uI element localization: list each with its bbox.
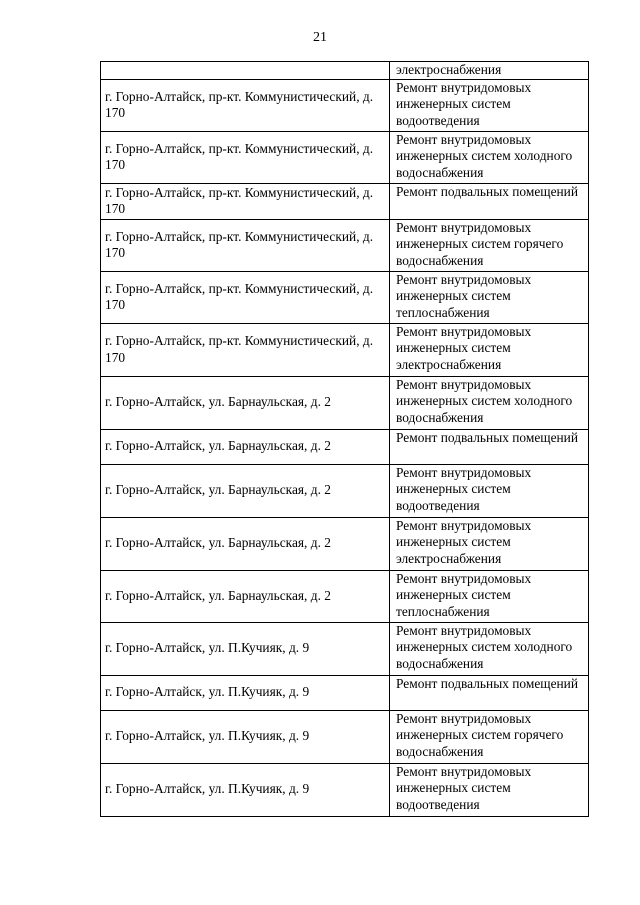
address-cell: г. Горно-Алтайск, пр-кт. Коммунистический, д. 170 [101,271,390,323]
work-type-cell: Ремонт внутридомовых инженерных систем водоотведения [390,79,589,131]
table-row [101,570,589,622]
address-cell: г. Горно-Алтайск, пр-кт. Коммунистический, д. 170 [101,183,390,219]
table-row [101,323,589,376]
address-cell [101,62,390,80]
work-type-cell: Ремонт внутридомовых инженерных систем холодного водоснабжения [390,131,589,183]
address-cell: г. Горно-Алтайск, ул. Барнаульская, д. 2 [101,429,390,464]
work-type-cell: Ремонт внутридомовых инженерных систем электроснабжения [390,323,589,376]
table-row [101,464,589,517]
address-cell: г. Горно-Алтайск, ул. П.Кучияк, д. 9 [101,675,390,710]
work-type-cell: Ремонт внутридомовых инженерных систем теплоснабжения [390,271,589,323]
address-cell: г. Горно-Алтайск, ул. Барнаульская, д. 2 [101,570,390,622]
table-row [101,429,589,464]
address-cell: г. Горно-Алтайск, пр-кт. Коммунистический, д. 170 [101,219,390,271]
table-row [101,517,589,570]
address-cell: г. Горно-Алтайск, ул. П.Кучияк, д. 9 [101,710,390,763]
work-type-cell: Ремонт подвальных помещений [390,183,589,219]
table-body [101,62,589,817]
address-cell: г. Горно-Алтайск, ул. Барнаульская, д. 2 [101,517,390,570]
work-type-cell: Ремонт внутридомовых инженерных систем водоотведения [390,464,589,517]
address-cell: г. Горно-Алтайск, пр-кт. Коммунистический, д. 170 [101,131,390,183]
work-type-cell: Ремонт внутридомовых инженерных систем холодного водоснабжения [390,376,589,429]
work-type-cell: Ремонт внутридомовых инженерных систем горячего водоснабжения [390,219,589,271]
work-type-cell: Ремонт подвальных помещений [390,429,589,464]
table-row [101,622,589,675]
table-row [101,271,589,323]
table-row [101,183,589,219]
address-cell: г. Горно-Алтайск, ул. Барнаульская, д. 2 [101,376,390,429]
work-type-cell: Ремонт внутридомовых инженерных систем водоотведения [390,763,589,816]
table-row [101,763,589,816]
table-row [101,62,589,80]
address-cell: г. Горно-Алтайск, пр-кт. Коммунистический, д. 170 [101,323,390,376]
table-row [101,219,589,271]
work-type-cell: электроснабжения [390,62,589,80]
work-type-cell: Ремонт внутридомовых инженерных систем холодного водоснабжения [390,622,589,675]
address-cell: г. Горно-Алтайск, пр-кт. Коммунистический, д. 170 [101,79,390,131]
address-cell: г. Горно-Алтайск, ул. П.Кучияк, д. 9 [101,763,390,816]
work-type-cell: Ремонт внутридомовых инженерных систем горячего водоснабжения [390,710,589,763]
table-row [101,710,589,763]
table-row [101,675,589,710]
address-cell: г. Горно-Алтайск, ул. П.Кучияк, д. 9 [101,622,390,675]
table-row [101,131,589,183]
work-type-cell: Ремонт подвальных помещений [390,675,589,710]
repair-works-table [100,61,589,817]
table-row [101,376,589,429]
page-number: 21 [313,30,327,45]
address-cell: г. Горно-Алтайск, ул. Барнаульская, д. 2 [101,464,390,517]
table-row [101,79,589,131]
work-type-cell: Ремонт внутридомовых инженерных систем электроснабжения [390,517,589,570]
work-type-cell: Ремонт внутридомовых инженерных систем теплоснабжения [390,570,589,622]
